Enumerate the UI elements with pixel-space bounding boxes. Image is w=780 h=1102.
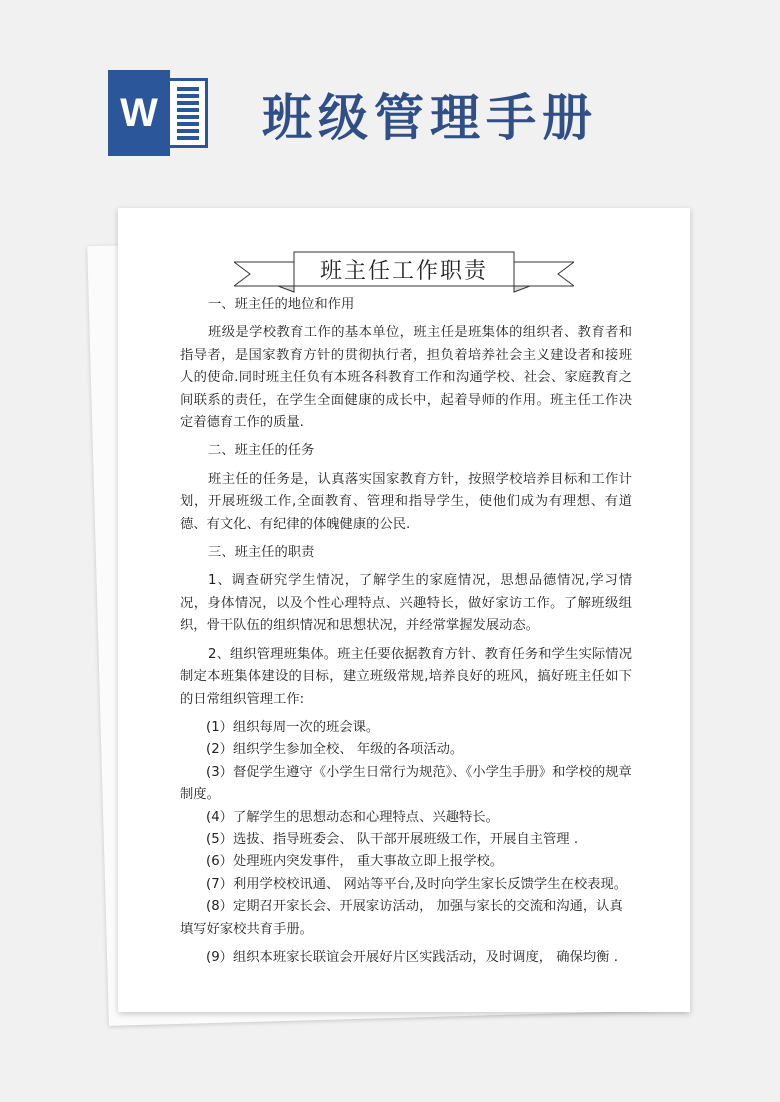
duty-item: (1）组织每周一次的班会课。 (206, 719, 380, 735)
section-heading: 一、班主任的地位和作用 (208, 297, 355, 312)
title-banner (234, 250, 574, 294)
section-paragraph: 班主任的任务是，认真落实国家教育方针，按照学校培养目标和工作计划，开展班级工作,全面教育、管理和指导学生，使他们成为有理想、有道德、有文化、有纪律的体魄健康的公民. (180, 471, 632, 532)
duty-item: (4）了解学生的思想动态和心理特点、兴趣特长。 (206, 809, 499, 825)
page-header (0, 0, 780, 200)
page-title: 班级管理手册 (262, 89, 598, 147)
duty-item: (9）组织本班家长联谊会开展好片区实践活动，及时调度， 确保均衡 . (206, 949, 618, 965)
document-body (180, 294, 632, 969)
duty-item: (3）督促学生遵守《小学生日常行为规范》、《小学生手册》和学校的规章制度。 (180, 764, 632, 803)
section-heading: 三、班主任的职责 (208, 545, 315, 561)
word-logo-icon (108, 70, 208, 156)
section-heading: 二、班主任的任务 (208, 443, 315, 459)
document-page (118, 208, 690, 1012)
section-paragraph: 1、调查研究学生情况，了解学生的家庭情况，思想品德情况,学习情况，身体情况，以及个性心理特点、兴趣特长，做好家访工作。了解班级组织，骨干队伍的组织情况和思想状况，并经常掌握发展动态。 (180, 573, 632, 634)
duty-item: (8）定期召开家长会、开展家访活动， 加强与家长的交流和沟通，认真填写好家校共育手册。 (180, 899, 623, 937)
duty-item: (2）组织学生参加全校、 年级的各项活动。 (206, 742, 464, 758)
section-paragraph: 班级是学校教育工作的基本单位，班主任是班集体的组织者、教育者和指导者，是国家教育方针的贯彻执行者，担负着培养社会主义建设者和接班人的使命.同时班主任负有本班各科教育工作和沟通学校、社会、家庭教育之间联系的责任，在学生全面健康的成长中，起着导师的作用。班主任工作决定着德育工作的质量. (180, 325, 632, 431)
section-paragraph: 2、组织管理班集体。班主任要依据教育方针、教育任务和学生实际情况制定本班集体建设的目标，建立班级常规,培养良好的班风，搞好班主任如下的日常组织管理工作: (180, 646, 632, 707)
duty-item: (6）处理班内突发事件， 重大事故立即上报学校。 (206, 854, 504, 870)
word-letter: W (108, 70, 170, 156)
document-title: 班主任工作职责 (319, 259, 488, 284)
duty-item: (7）利用学校校讯通、 网站等平台,及时向学生家长反馈学生在校表现。 (206, 876, 628, 892)
duty-item: (5）选拔、指导班委会、 队干部开展班级工作，开展自主管理 . (206, 831, 579, 847)
